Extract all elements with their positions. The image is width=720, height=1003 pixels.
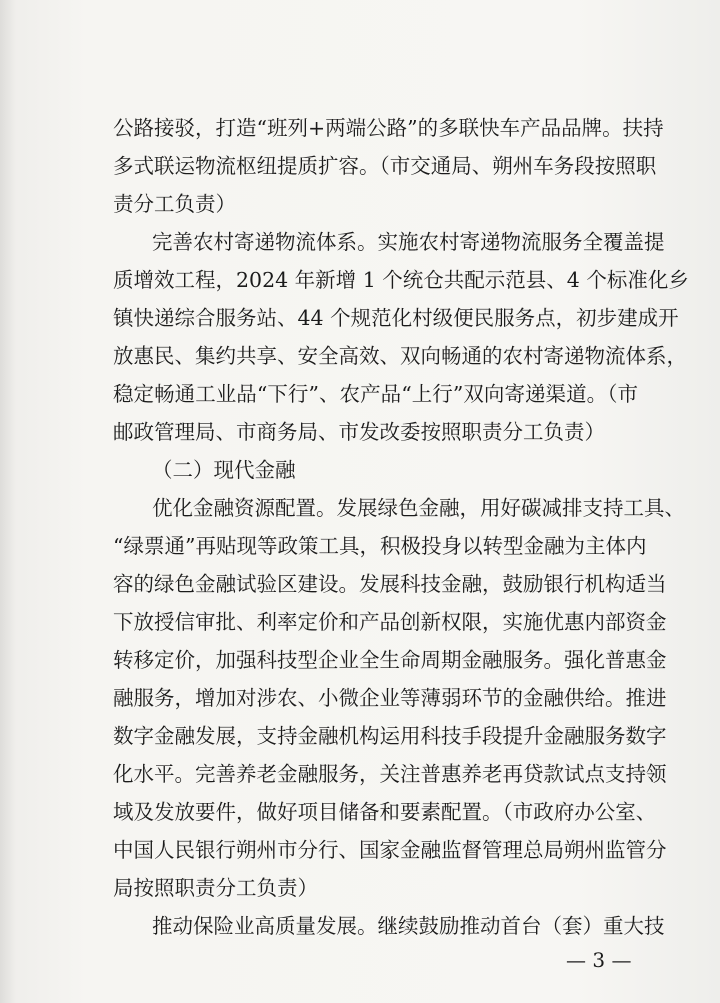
text-line: 放惠民、集约共享、安全高效、双向畅通的农村寄递物流体系， bbox=[113, 344, 687, 368]
page-edge-shadow bbox=[0, 0, 16, 1003]
text-line: 镇快递综合服务站、44 个规范化村级便民服务点，初步建成开 bbox=[113, 306, 679, 330]
text-line: 容的绿色金融试验区建设。发展科技金融，鼓励银行机构适当 bbox=[113, 572, 667, 596]
text-line: 域及发放要件，做好项目储备和要素配置。（市政府办公室、 bbox=[113, 800, 657, 824]
text-line: 融服务，增加对涉农、小微企业等薄弱环节的金融供给。推进 bbox=[113, 686, 667, 710]
text-line: 下放授信审批、利率定价和产品创新权限，实施优惠内部资金 bbox=[113, 610, 667, 634]
text-line: 中国人民银行朔州市分行、国家金融监督管理总局朔州监管分 bbox=[113, 838, 667, 862]
text-line: 邮政管理局、市商务局、市发改委按照职责分工负责） bbox=[113, 420, 605, 444]
text-line: “绿票通”再贴现等政策工具，积极投身以转型金融为主体内 bbox=[113, 534, 647, 558]
page-number: — 3 — bbox=[566, 948, 632, 972]
paragraph-first-line: 优化金融资源配置。发展绿色金融，用好碳减排支持工具、 bbox=[152, 496, 685, 520]
text-line: 公路接驳，打造“班列+两端公路”的多联快车产品品牌。扶持 bbox=[113, 116, 664, 140]
text-line: 化水平。完善养老金融服务，关注普惠养老再贷款试点支持领 bbox=[113, 762, 667, 786]
text-line: 质增效工程，2024 年新增 1 个统仓共配示范县、4 个标准化乡 bbox=[113, 268, 689, 292]
text-line: 多式联运物流枢纽提质扩容。（市交通局、朔州车务段按照职 bbox=[113, 154, 657, 178]
text-line: 转移定价，加强科技型企业全生命周期金融服务。强化普惠金 bbox=[113, 648, 667, 672]
text-line: 责分工负责） bbox=[113, 192, 236, 216]
section-heading: （二）现代金融 bbox=[152, 458, 296, 482]
text-line: 局按照职责分工负责） bbox=[113, 876, 318, 900]
paragraph-first-line: 推动保险业高质量发展。继续鼓励推动首台（套）重大技 bbox=[152, 914, 665, 938]
text-line: 数字金融发展，支持金融机构运用科技手段提升金融服务数字 bbox=[113, 724, 667, 748]
text-line: 稳定畅通工业品“下行”、农产品“上行”双向寄递渠道。（市 bbox=[113, 382, 638, 406]
paragraph-first-line: 完善农村寄递物流体系。实施农村寄递物流服务全覆盖提 bbox=[152, 230, 665, 254]
